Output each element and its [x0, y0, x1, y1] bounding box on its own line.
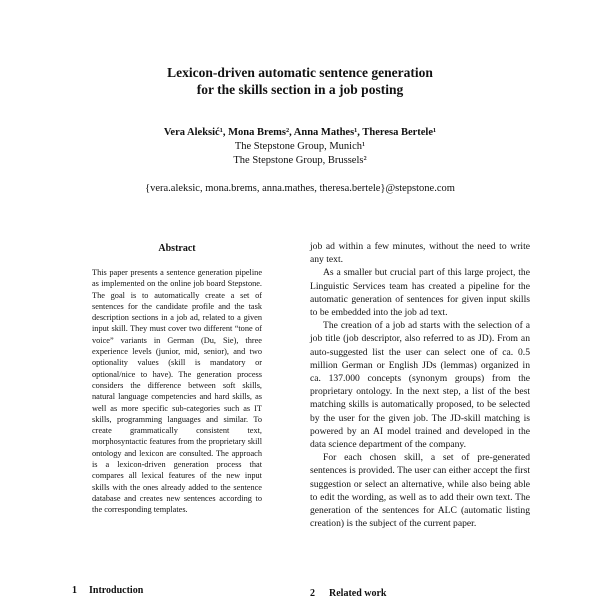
- paragraph: The creation of a job ad starts with the selection of a job title (job descriptor, also referred to as JD). From an auto-suggested list the user can select one of ca. 0.5 million German or English JDs (lemmas) organized in ca. 137.000 concepts (synonym groups) from the proprietary ontology. In the next step, a list of the best matching skills is automatically proposed, to be selected by the user for the given job. The JD-skill matching is powered by an AI model trained and developed in the data science department of the company.: [310, 320, 530, 451]
- affiliation-munich: The Stepstone Group, Munich¹: [234, 141, 366, 152]
- author-names: Vera Aleksić¹, Mona Brems², Anna Mathes¹, Theresa Bertele¹: [163, 127, 437, 138]
- section-title: Introduction: [89, 585, 144, 596]
- paragraph: job ad within a few minutes, without the need to write any text.: [310, 241, 530, 266]
- right-column-text: [310, 240, 530, 530]
- title-line-2: for the skills section in a job posting: [196, 82, 404, 97]
- section-heading-related-work: [310, 588, 387, 599]
- abstract-body: This paper presents a sentence generation pipeline as implemented on the online job board Stepstone. The goal is to automatically create a set of sentences for the candidate profile and the task description sections in a job ad, related to a given input skill. They must cover two different “tone of voice” variants in German (Du, Sie), three experience levels (junior, mid, senior), and two optionality values (skill is mandatory or optional/nice to have). The generation process considers the difference between soft skills, natural language competencies and hard skills, as well as more specific sub-categories such as IT skills, programming languages and similar. To create grammatically consistent text, morphosyntactic features from the proprietary skill ontology and lexicon are consulted. The approach is a lexicon-driven generation process that compares all lexical features of the new input skills with the ones already added to the sentence database and creates new sentences according to the corresponding templates.: [92, 268, 262, 515]
- paragraph: As a smaller but crucial part of this large project, the Linguistic Services team has created a pipeline for the automatic generation of sentences for given input skills to be embedded into the job ad text.: [310, 267, 530, 319]
- affiliation-brussels: The Stepstone Group, Brussels²: [233, 155, 367, 166]
- paper-title: [0, 64, 600, 98]
- author-emails: {vera.aleksic, mona.brems, anna.mathes, theresa.bertele}@stepstone.com: [145, 183, 455, 194]
- section-title: Related work: [329, 588, 387, 599]
- section-heading-introduction: [72, 585, 143, 596]
- abstract-heading: Abstract: [158, 243, 196, 254]
- section-number: 1: [72, 585, 77, 596]
- title-line-1: Lexicon-driven automatic sentence generation: [167, 65, 433, 80]
- section-number: 2: [310, 588, 315, 599]
- paragraph: For each chosen skill, a set of pre-generated sentences is provided. The user can either accept the first suggestion or select an alternative, while also being able to edit the wording, as well as to add their own text. The generation of the sentences for ALC (automatic listing creation) is the subject of the current paper.: [310, 452, 530, 530]
- author-block: [0, 126, 600, 168]
